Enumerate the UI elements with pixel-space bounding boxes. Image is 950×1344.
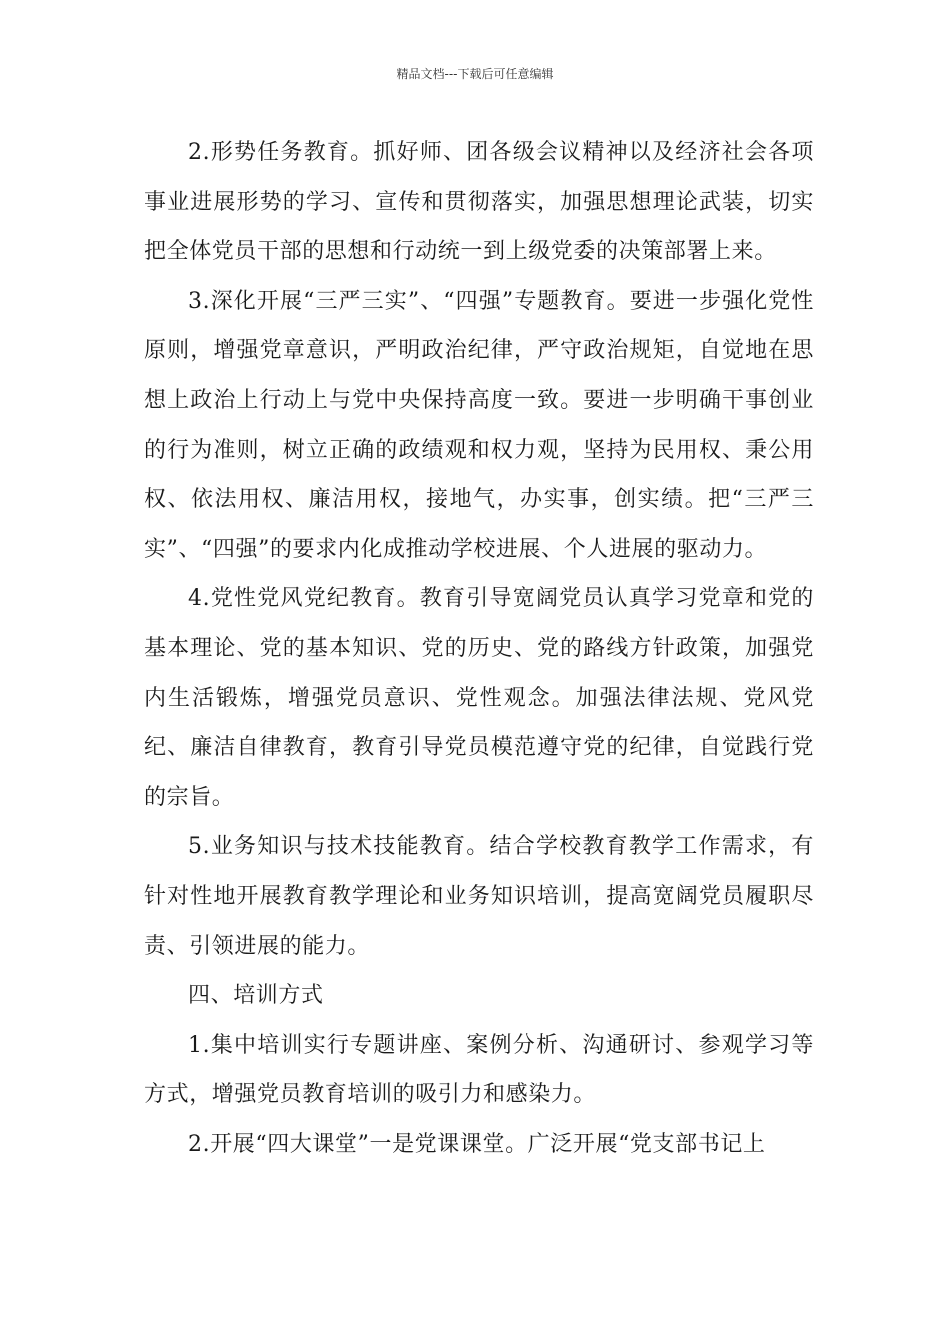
page-header: 精品文档---下载后可任意编辑 xyxy=(396,67,554,81)
paragraph-centralized-training: 1.集中培训实行专题讲座、案例分析、沟通研讨、参观学习等方式，增强党员教育培训的吸引力和感染力。 xyxy=(144,1032,814,1108)
section-heading-training-methods: 四、培训方式 xyxy=(188,983,324,1009)
document-body xyxy=(144,128,814,1169)
paragraph-four-classrooms: 2.开展“四大课堂”一是党课课堂。广泛开展“党支部书记上 xyxy=(188,1131,766,1157)
paragraph-skills-education: 5.业务知识与技术技能教育。结合学校教育教学工作需求，有针对性地开展教育教学理论和业务知识培训，提高宽阔党员履职尽责、引领进展的能力。 xyxy=(144,834,814,959)
paragraph-situation-education: 2.形势任务教育。抓好师、团各级会议精神以及经济社会各项事业进展形势的学习、宣传和贯彻落实，加强思想理论武装，切实把全体党员干部的思想和行动统一到上级党委的决策部署上来。 xyxy=(144,140,814,265)
paragraph-three-strict-education: 3.深化开展“三严三实”、“四强”专题教育。要进一步强化党性原则，增强党章意识，严明政治纪律，严守政治规矩，自觉地在思想上政治上行动上与党中央保持高度一致。要进一步明确干事创业的行为准则，树立正确的政绩观和权力观，坚持为民用权、秉公用权、依法用权、廉洁用权，接地气，办实事，创实绩。把“三严三实”、“四强”的要求内化成推动学校进展、个人进展的驱动力。 xyxy=(144,288,814,562)
paragraph-party-discipline-education: 4.党性党风党纪教育。教育引导宽阔党员认真学习党章和党的基本理论、党的基本知识、党的历史、党的路线方针政策，加强党内生活锻炼，增强党员意识、党性观念。加强法律法规、党风党纪、廉洁自律教育，教育引导党员模范遵守党的纪律，自觉践行党的宗旨。 xyxy=(144,586,814,810)
